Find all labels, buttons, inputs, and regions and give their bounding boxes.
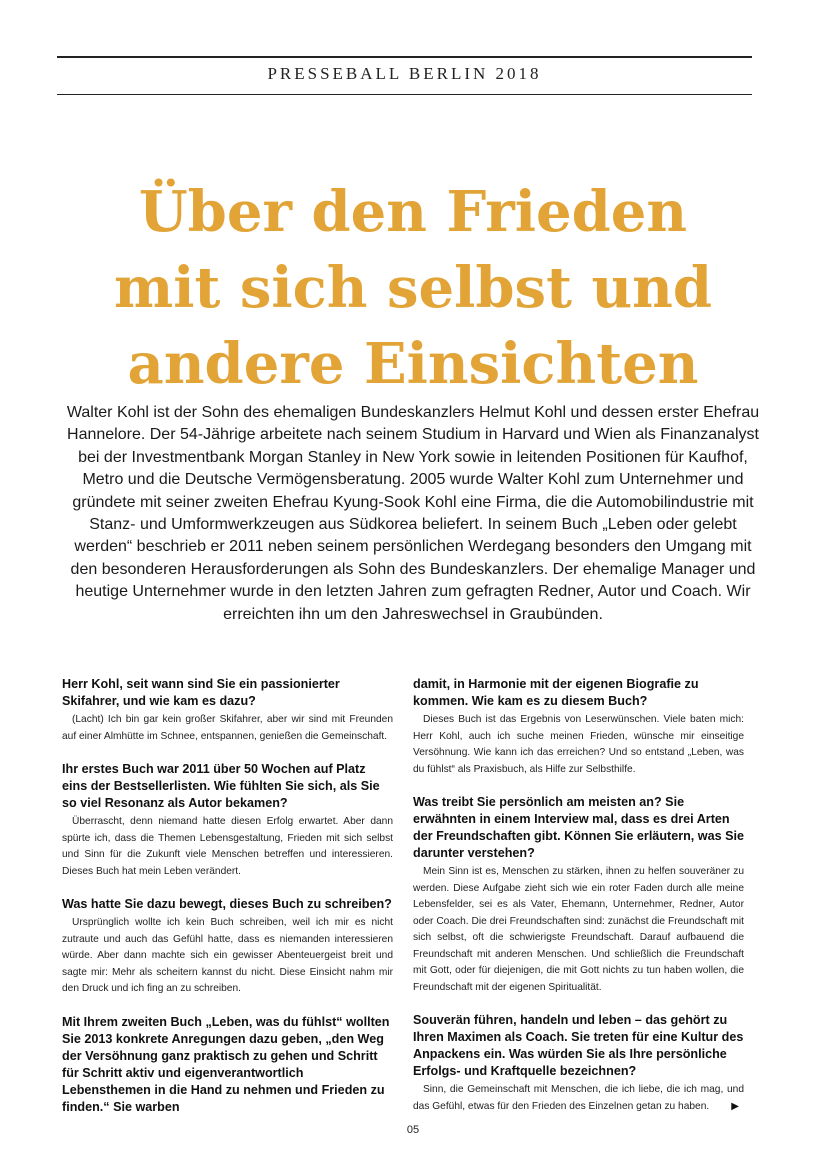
answer-with-continue [413,1082,744,1115]
answer: Mein Sinn ist es, Menschen zu stärken, ihnen zu helfen souveräner zu werden. Diese Aufgabe zieht sich wie ein roter Faden durch alle meine Lebensfelder, sei es als Vater, Ehemann, Unternehmer, Redner, Autor oder Coach. Die drei Freundschaften sind: zunächst die Freundschaft mit sich selbst, oft die schwierigste Freundschaft. Darauf aufbauend die Freundschaft mit anderen Menschen. Und schließlich die Freundschaft mit Gott, oder für diejenigen, die mit Gott nichts zu tun haben wollen, die Freundschaft mit der eigenen Spiritualität. [413,866,744,993]
header-rule-top [57,56,752,58]
question: Mit Ihrem zweiten Buch „Leben, was du fühlst“ wollten Sie 2013 konkrete Anregungen dazu geben, „den Weg der Versöhnung ganz praktisch zu gehen und Schritt für Schritt aktiv und eigenverantwortlich Lebensthemen in die Hand zu nehmen und Frieden zu finden.“ Sie warben [62,1014,390,1114]
question: Was treibt Sie persönlich am meisten an? Sie erwähnten in einem Interview mal, dass es drei Arten der Freundschaften gibt. Können Sie erläutern, was Sie darunter verstehen? [413,795,745,860]
answer-text: Sinn, die Gemeinschaft mit Menschen, die ich liebe, die ich mag, und das Gefühl, etwas für den Frieden des Einzelnen getan zu haben. [413,1084,744,1112]
continue-arrow-icon: ▶ [731,1100,739,1112]
page-number: 05 [406,1124,420,1136]
article-intro: Walter Kohl ist der Sohn des ehemaligen Bundeskanzlers Helmut Kohl und dessen erster Ehefrau Hannelore. Der 54-Jährige arbeitete nach seinem Studium in Harvard und Wien als Finanzanalyst bei der Investmentbank Morgan Stanley in New York sowie in leitenden Positionen für Kaufhof, Metro und die Deutsche Vermögensberatung. 2005 wurde Walter Kohl zum Unternehmer und gründete mit seiner zweiten Ehefrau Kyung-Sook Kohl eine Firma, die die Automobilindustrie mit Stanz- und Umformwerkzeugen aus Südkorea beliefert. In seinem Buch „Leben oder gelebt werden“ beschrieb er 2011 neben seinem persönlichen Werdegang besonders den Umgang mit den besonderen Herausforderungen als Sohn des Bundeskanzlers. Der ehemalige Manager und heutige Unternehmer wurde in den letzten Jahren zum gefragten Redner, Autor und Coach. Wir erreichten ihn um den Jahreswechsel in Graubünden. [66,404,760,623]
answer: Ursprünglich wollte ich kein Buch schreiben, weil ich mir es nicht zutraute und auch das Gefühl hatte, dass es niemanden interessieren würde. Aber dann machte sich ein gewisser Abenteuergeist breit und sagte mir: Mehr als scheitern kannst du nicht. Diese Einsicht nahm mir den Druck und ich fing an zu schreiben. [62,917,393,994]
header-rule-bottom [57,94,752,95]
question: Ihr erstes Buch war 2011 über 50 Wochen auf Platz eins der Bestsellerlisten. Wie fühlten Sie sich, als Sie so viel Resonanz als Autor bekamen? [62,762,380,810]
answer: Überrascht, denn niemand hatte diesen Erfolg erwartet. Aber dann spürte ich, dass die Themen Lebensgestaltung, Frieden mit sich selbst und Sinn für die Zukunft viele Menschen betreffen und interessieren. Dieses Buch hat mein Leben verändert. [62,816,393,877]
question: Herr Kohl, seit wann sind Sie ein passionierter Skifahrer, und wie kam es dazu? [62,677,340,708]
article-title [40,174,786,402]
column-left [62,676,393,1118]
question: Was hatte Sie dazu bewegt, dieses Buch zu schreiben? [62,897,392,911]
question: Souverän führen, handeln und leben – das gehört zu Ihren Maximen als Coach. Sie treten für eine Kultur des Anpackens ein. Was würden Sie als Ihre persönliche Erfolgs- und Kraftquelle bezeichnen? [413,1013,744,1078]
answer: (Lacht) Ich bin gar kein großer Skifahrer, aber wir sind mit Freunden auf einer Almhütte im Schnee, entspannen, genießen die Gemeinschaft. [62,714,393,742]
title-line-2: mit sich selbst und [113,255,713,321]
question: damit, in Harmonie mit der eigenen Biografie zu kommen. Wie kam es zu diesem Buch? [413,677,699,708]
column-right [413,676,744,1131]
answer: Dieses Buch ist das Ergebnis von Leserwünschen. Viele baten mich: Herr Kohl, auch ich suche meinen Frieden, wünsche mir einseitige Versöhnung. Wie kann ich das erreichen? Und so entstand „Leben, was du fühlst“ als Praxisbuch, als Hilfe zur Selbsthilfe. [413,714,744,775]
title-line-3: andere Einsichten [127,331,699,397]
running-header: PRESSEBALL BERLIN 2018 [267,64,542,83]
title-line-1: Über den Frieden [138,179,688,245]
